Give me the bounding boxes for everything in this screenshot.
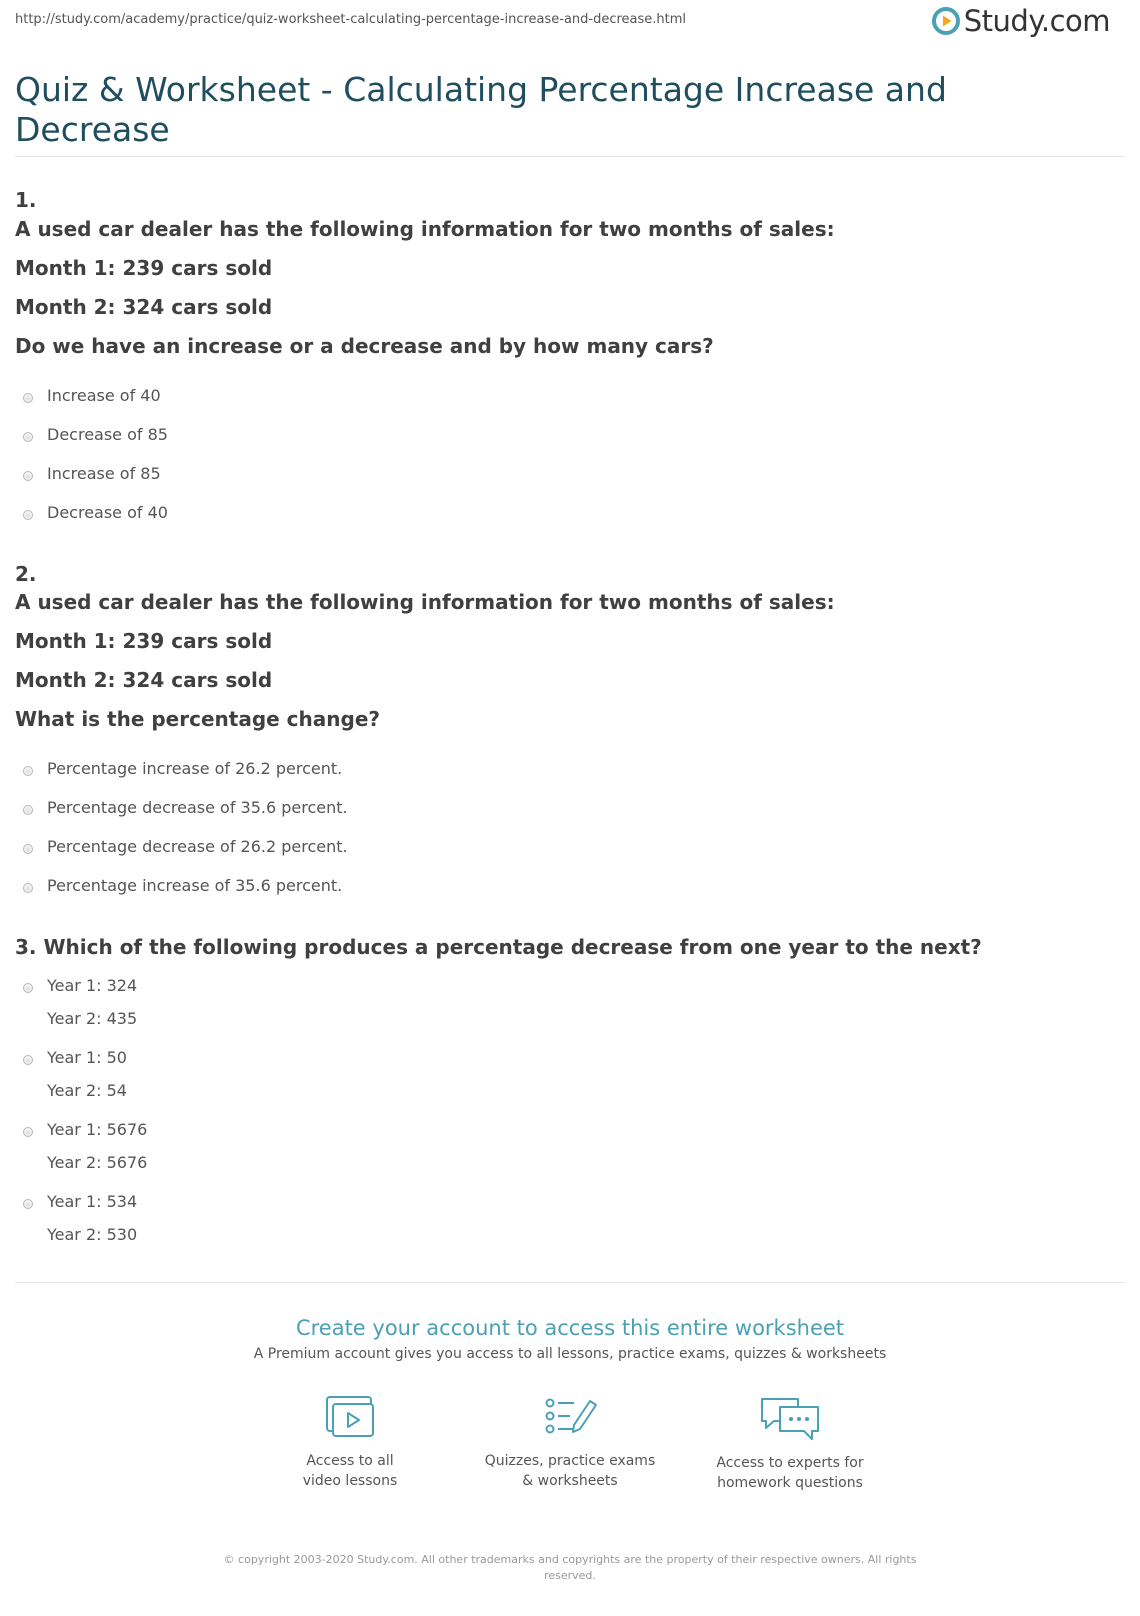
feature-1-line-1: Access to all	[306, 1453, 394, 1469]
chat-bubbles-icon	[758, 1395, 822, 1443]
feature-video-lessons	[240, 1395, 460, 1491]
question-3-option-3-label-2[interactable]: Year 2: 5676	[47, 1153, 148, 1172]
question-2-option-3-label[interactable]: Percentage decrease of 26.2 percent.	[47, 837, 348, 856]
question-3-option-1-label-2[interactable]: Year 2: 435	[47, 1009, 138, 1028]
page-url: http://study.com/academy/practice/quiz-worksheet-calculating-percentage-increase-and-decrease.html	[15, 12, 687, 27]
question-1-option-1-radio[interactable]	[23, 393, 33, 403]
page-header	[0, 0, 1140, 48]
feature-2-line-2: & worksheets	[522, 1473, 618, 1489]
question-3-option-2-label-2[interactable]: Year 2: 54	[47, 1081, 127, 1100]
question-3-option-3-label[interactable]: Year 1: 5676	[47, 1120, 148, 1139]
page-title: Quiz & Worksheet - Calculating Percentage Increase and Decrease	[15, 70, 947, 149]
question-3-number: 3.	[15, 935, 37, 959]
question-3-text: Which of the following produces a percentage decrease from one year to the next?	[43, 935, 982, 959]
checklist-pencil-icon	[540, 1395, 600, 1441]
study-logo[interactable]	[932, 4, 1110, 38]
question-3-option-4-label-2[interactable]: Year 2: 530	[47, 1225, 138, 1244]
question-1-option-4-label[interactable]: Decrease of 40	[47, 503, 168, 522]
question-2-line-3: Month 2: 324 cars sold	[15, 668, 273, 692]
question-2-option-4-radio[interactable]	[23, 883, 33, 893]
cta-subtitle: A Premium account gives you access to all lessons, practice exams, quizzes & worksheets	[253, 1346, 887, 1362]
question-3-option-3-radio[interactable]	[23, 1127, 33, 1137]
question-2-line-2: Month 1: 239 cars sold	[15, 629, 273, 653]
cta-title-link[interactable]: Create your account to access this entire worksheet	[295, 1316, 845, 1340]
question-1-option-2-label[interactable]: Decrease of 85	[47, 425, 168, 444]
question-3-option-4-radio[interactable]	[23, 1199, 33, 1209]
question-1-line-2: Month 1: 239 cars sold	[15, 256, 273, 280]
question-3-option-1-label[interactable]: Year 1: 324	[47, 976, 138, 995]
feature-2-line-1: Quizzes, practice exams	[484, 1453, 656, 1469]
question-3-option-1-radio[interactable]	[23, 983, 33, 993]
question-2-prompt: A used car dealer has the following information for two months of sales:	[15, 590, 835, 614]
cta-divider	[15, 1282, 1125, 1283]
question-1-option-3-radio[interactable]	[23, 471, 33, 481]
question-1-option-4-radio[interactable]	[23, 510, 33, 520]
question-2-option-1-label[interactable]: Percentage increase of 26.2 percent.	[47, 759, 343, 778]
question-1-prompt: A used car dealer has the following information for two months of sales:	[15, 217, 835, 241]
question-3-option-2-radio[interactable]	[23, 1055, 33, 1065]
logo-text: Study.com	[963, 4, 1110, 38]
question-1-line-3: Month 2: 324 cars sold	[15, 295, 273, 319]
feature-experts	[680, 1395, 900, 1493]
question-3-option-2-label[interactable]: Year 1: 50	[47, 1048, 127, 1067]
question-1-number: 1.	[15, 188, 37, 212]
feature-3-line-2: homework questions	[717, 1475, 863, 1491]
question-2-option-2-label[interactable]: Percentage decrease of 35.6 percent.	[47, 798, 348, 817]
question-1-line-4: Do we have an increase or a decrease and by how many cars?	[15, 334, 714, 358]
question-2-option-2-radio[interactable]	[23, 805, 33, 815]
question-1-option-2-radio[interactable]	[23, 432, 33, 442]
play-circle-icon	[932, 7, 960, 35]
question-2-option-3-radio[interactable]	[23, 844, 33, 854]
question-1-option-3-label[interactable]: Increase of 85	[47, 464, 161, 483]
question-2-option-1-radio[interactable]	[23, 766, 33, 776]
title-divider	[15, 156, 1125, 157]
question-1-option-1-label[interactable]: Increase of 40	[47, 386, 161, 405]
question-2-line-4: What is the percentage change?	[15, 707, 380, 731]
feature-1-line-2: video lessons	[302, 1473, 398, 1489]
question-3-prompt	[15, 935, 982, 959]
copyright-footer: © copyright 2003-2020 Study.com. All other trademarks and copyrights are the property of their respective owners. All rights reserved.	[223, 1553, 917, 1582]
feature-quizzes	[460, 1395, 680, 1491]
question-3-option-4-label[interactable]: Year 1: 534	[47, 1192, 138, 1211]
question-2-option-4-label[interactable]: Percentage increase of 35.6 percent.	[47, 876, 343, 895]
feature-3-line-1: Access to experts for	[716, 1455, 864, 1471]
question-2-number: 2.	[15, 562, 37, 586]
video-play-icon	[323, 1395, 377, 1441]
